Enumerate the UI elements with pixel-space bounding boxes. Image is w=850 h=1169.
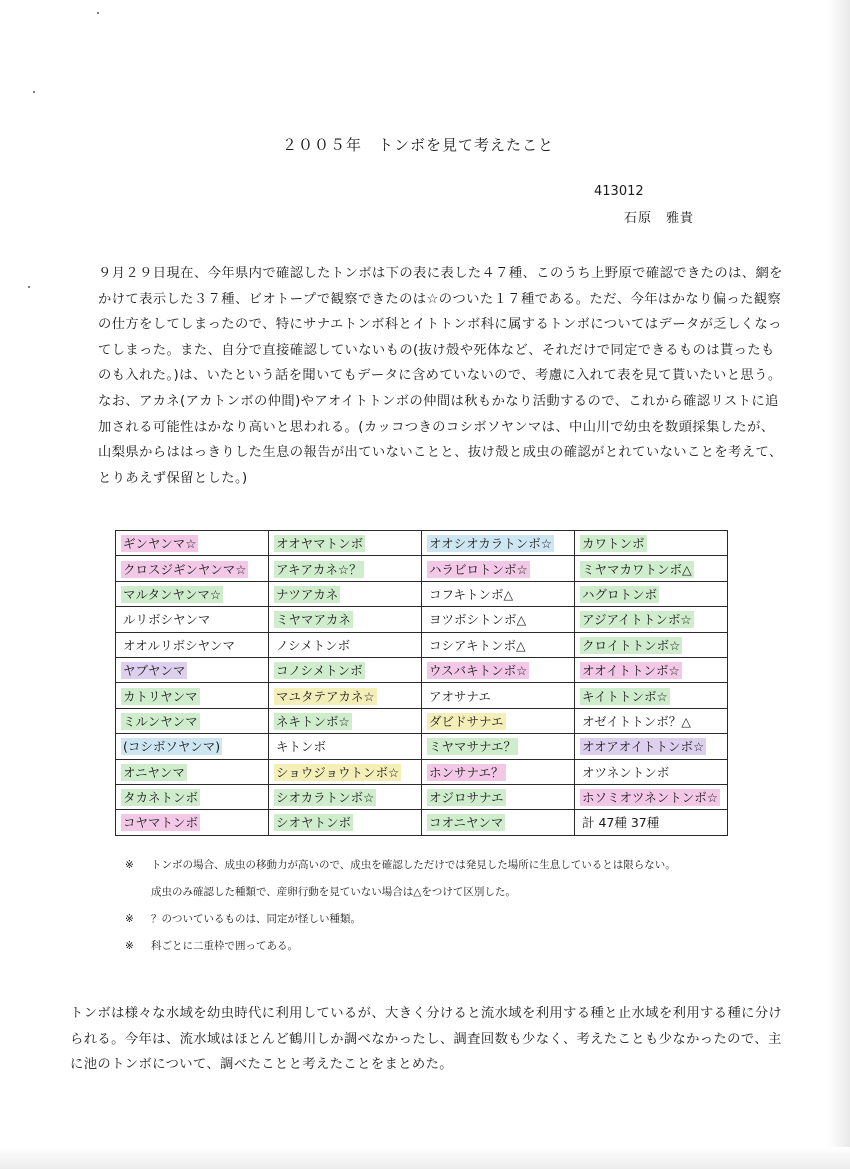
species-cell [575,607,728,632]
species-name: ダビドサナエ [429,713,504,729]
species-cell [422,759,575,784]
species-name: オオルリボシヤンマ [123,637,236,653]
species-name: カワトンボ [582,536,645,552]
species-name: 計 47種 37種 [582,815,660,831]
species-cell [422,632,575,657]
species-name: アオサナエ [429,688,491,704]
species-cell [116,556,269,581]
species-name: ノシメトンボ [276,637,351,653]
species-cell [116,784,269,809]
species-name: キイトトンボ☆ [582,688,668,704]
species-name: シオカラトンボ☆ [276,790,375,806]
species-name: アキアカネ☆？ [276,561,362,577]
species-cell [116,657,269,682]
species-name: キトンボ [276,739,327,755]
species-name: ハラビロトンボ☆ [429,561,528,577]
species-cell [269,607,422,632]
species-table [115,530,728,836]
species-cell [269,632,422,657]
species-name: ミルンヤンマ [123,713,198,729]
table-row [116,607,728,632]
note-item [125,879,676,906]
species-name: ミヤマカワトンボ△ [582,561,692,577]
species-cell [422,683,575,708]
author-name: 石原 雅貴 [624,211,695,226]
species-name: オジロサナエ [429,790,504,806]
species-name: ネキトンボ☆ [276,713,350,729]
species-cell [269,759,422,784]
page-edge-shadow-bottom [0,1147,850,1169]
species-cell [116,759,269,784]
species-cell [422,556,575,581]
species-cell [116,708,269,733]
species-cell [269,708,422,733]
species-name: ヨツボシトンボ△ [429,612,527,628]
species-cell [575,708,728,733]
species-cell [422,734,575,759]
species-name: ナツアカネ [276,586,339,602]
species-cell [116,607,269,632]
species-cell [269,784,422,809]
species-name: オオシオカラトンボ☆ [429,536,552,552]
species-name: ショウジョウトンボ☆ [276,764,400,780]
species-cell [269,683,422,708]
species-cell [269,531,422,556]
species-cell [422,810,575,835]
table-row [116,581,728,606]
species-name: ウスバキトンボ☆ [429,663,528,679]
species-name: ギンヤンマ☆ [123,536,197,552]
species-name: オニヤンマ [123,764,185,780]
species-cell [116,581,269,606]
species-name: ルリボシヤンマ [123,612,211,628]
species-cell [575,683,728,708]
scan-speck [28,286,30,288]
species-cell [116,810,269,835]
note-text: トンボの場合、成虫の移動力が高いので、成虫を確認しただけでは発見した場所に生息しているとは限らない。 [151,859,676,871]
species-name: ミヤマサナエ？ [429,739,517,755]
species-cell [269,734,422,759]
table-row [116,734,728,759]
species-name: (コシボソヤンマ) [123,739,221,755]
note-item [125,852,676,879]
species-cell [575,657,728,682]
table-row [116,759,728,784]
species-name: ハグロトンボ [582,586,658,602]
intro-paragraph: ９月２９日現在、今年県内で確認したトンボは下の表に表した４７種、このうち上野原で確認できたのは、網をかけて表示した３７種、ビオトープで観察できたのは☆のついた１７種である。ただ、今年はかなり偏った観察の仕方をしてしまったので、特にサナエトンボ科とイトトンボ科に属するトンボについてはデータが乏しくなってしまった。また、自分で直接確認していないもの(抜け殻や死体など、それだけで同定できるものは貰ったものも入れた。)は、いたという話を聞いてもデータに含めていないので、考慮に入れて表を見て貰いたいと思う。なお、アカネ(アカトンボの仲間)やアオイトトンボの仲間は秋もかなり活動するので、これから確認リストに追加される可能性はかなり高いと思われる。(カッコつきのコシボソヤンマは、中山川で幼虫を数頭採集したが、山梨県からははっきりした生息の報告が出ていないことと、抜け殻と成虫の確認がとれていないことを考えて、とりあえず保留とした。) [98,266,783,486]
species-cell [269,556,422,581]
species-cell [575,759,728,784]
note-item [125,933,676,960]
table-row [116,556,728,581]
species-name: コノシメトンボ [276,663,363,679]
note-text: 科ごとに二重枠で囲ってある。 [151,940,298,952]
species-name: コシアキトンボ△ [429,637,526,653]
species-cell [116,683,269,708]
table-row [116,683,728,708]
species-cell [575,556,728,581]
scan-speck [97,12,99,14]
species-cell [575,734,728,759]
species-name: クロイトトンボ☆ [582,637,681,653]
species-name: マユタテアカネ☆ [276,688,375,704]
species-name: オオイトトンボ☆ [582,663,680,679]
species-cell [422,708,575,733]
species-name: オオヤマトンボ [276,536,364,552]
species-name: タカネトンボ [123,790,199,806]
species-cell [575,784,728,809]
species-cell [422,784,575,809]
note-item [125,906,676,933]
species-cell [116,531,269,556]
species-name: コフキトンボ△ [429,586,514,602]
table-notes [125,852,676,960]
species-cell [422,607,575,632]
page-edge-shadow [828,0,850,1169]
species-name: シオヤトンボ [276,815,352,831]
note-text: ？のついているものは、同定が怪しい種類。 [151,913,361,925]
table-row [116,708,728,733]
note-mark: ※ [125,940,134,952]
species-cell [575,632,728,657]
scan-speck [33,91,35,93]
species-cell [575,531,728,556]
species-cell [116,734,269,759]
species-cell [269,581,422,606]
species-cell [269,810,422,835]
species-cell [269,657,422,682]
species-name: コヤマトンボ [123,815,199,831]
species-name: ミヤマアカネ [276,612,351,628]
species-name: コオニヤンマ [429,815,504,831]
note-mark: ※ [125,859,134,871]
table-row [116,632,728,657]
species-name: カトリヤンマ [123,688,198,704]
species-cell [575,810,728,835]
table-row [116,810,728,835]
species-cell [575,581,728,606]
document-title: ２００５年 トンボを見て考えたこと [282,136,555,154]
species-name: マルタンヤンマ☆ [123,586,222,602]
species-cell [422,581,575,606]
species-name: オツネントンボ [582,764,670,780]
species-name: ヤブヤンマ [123,663,186,679]
note-mark: ※ [125,913,134,925]
closing-paragraph: トンボは様々な水域を幼虫時代に利用しているが、大きく分けると流水域を利用する種と止水域を利用する種に分けられる。今年は、流水域はほとんど鶴川しか調べなかったし、調査回数も少なく、考えたことも少なかったので、主に池のトンボについて、調べたことと考えたことをまとめた。 [70,1006,783,1072]
species-name: ホンサナエ？ [429,764,504,780]
table-row [116,657,728,682]
species-cell [116,632,269,657]
species-cell [422,657,575,682]
species-cell [422,531,575,556]
species-name: クロスジギンヤンマ☆ [123,561,247,577]
note-text: 成虫のみ確認した種類で、産卵行動を見ていない場合は△をつけて区別した。 [151,886,516,898]
student-id: 413012 [594,184,644,199]
table-row [116,531,728,556]
species-name: ホソミオツネントンボ☆ [582,790,718,806]
species-name: アジアイトトンボ☆ [582,612,692,628]
species-name: オオアオイトトンボ☆ [582,739,705,755]
table-row [116,784,728,809]
species-name: オゼイトトンボ？△ [582,713,691,729]
